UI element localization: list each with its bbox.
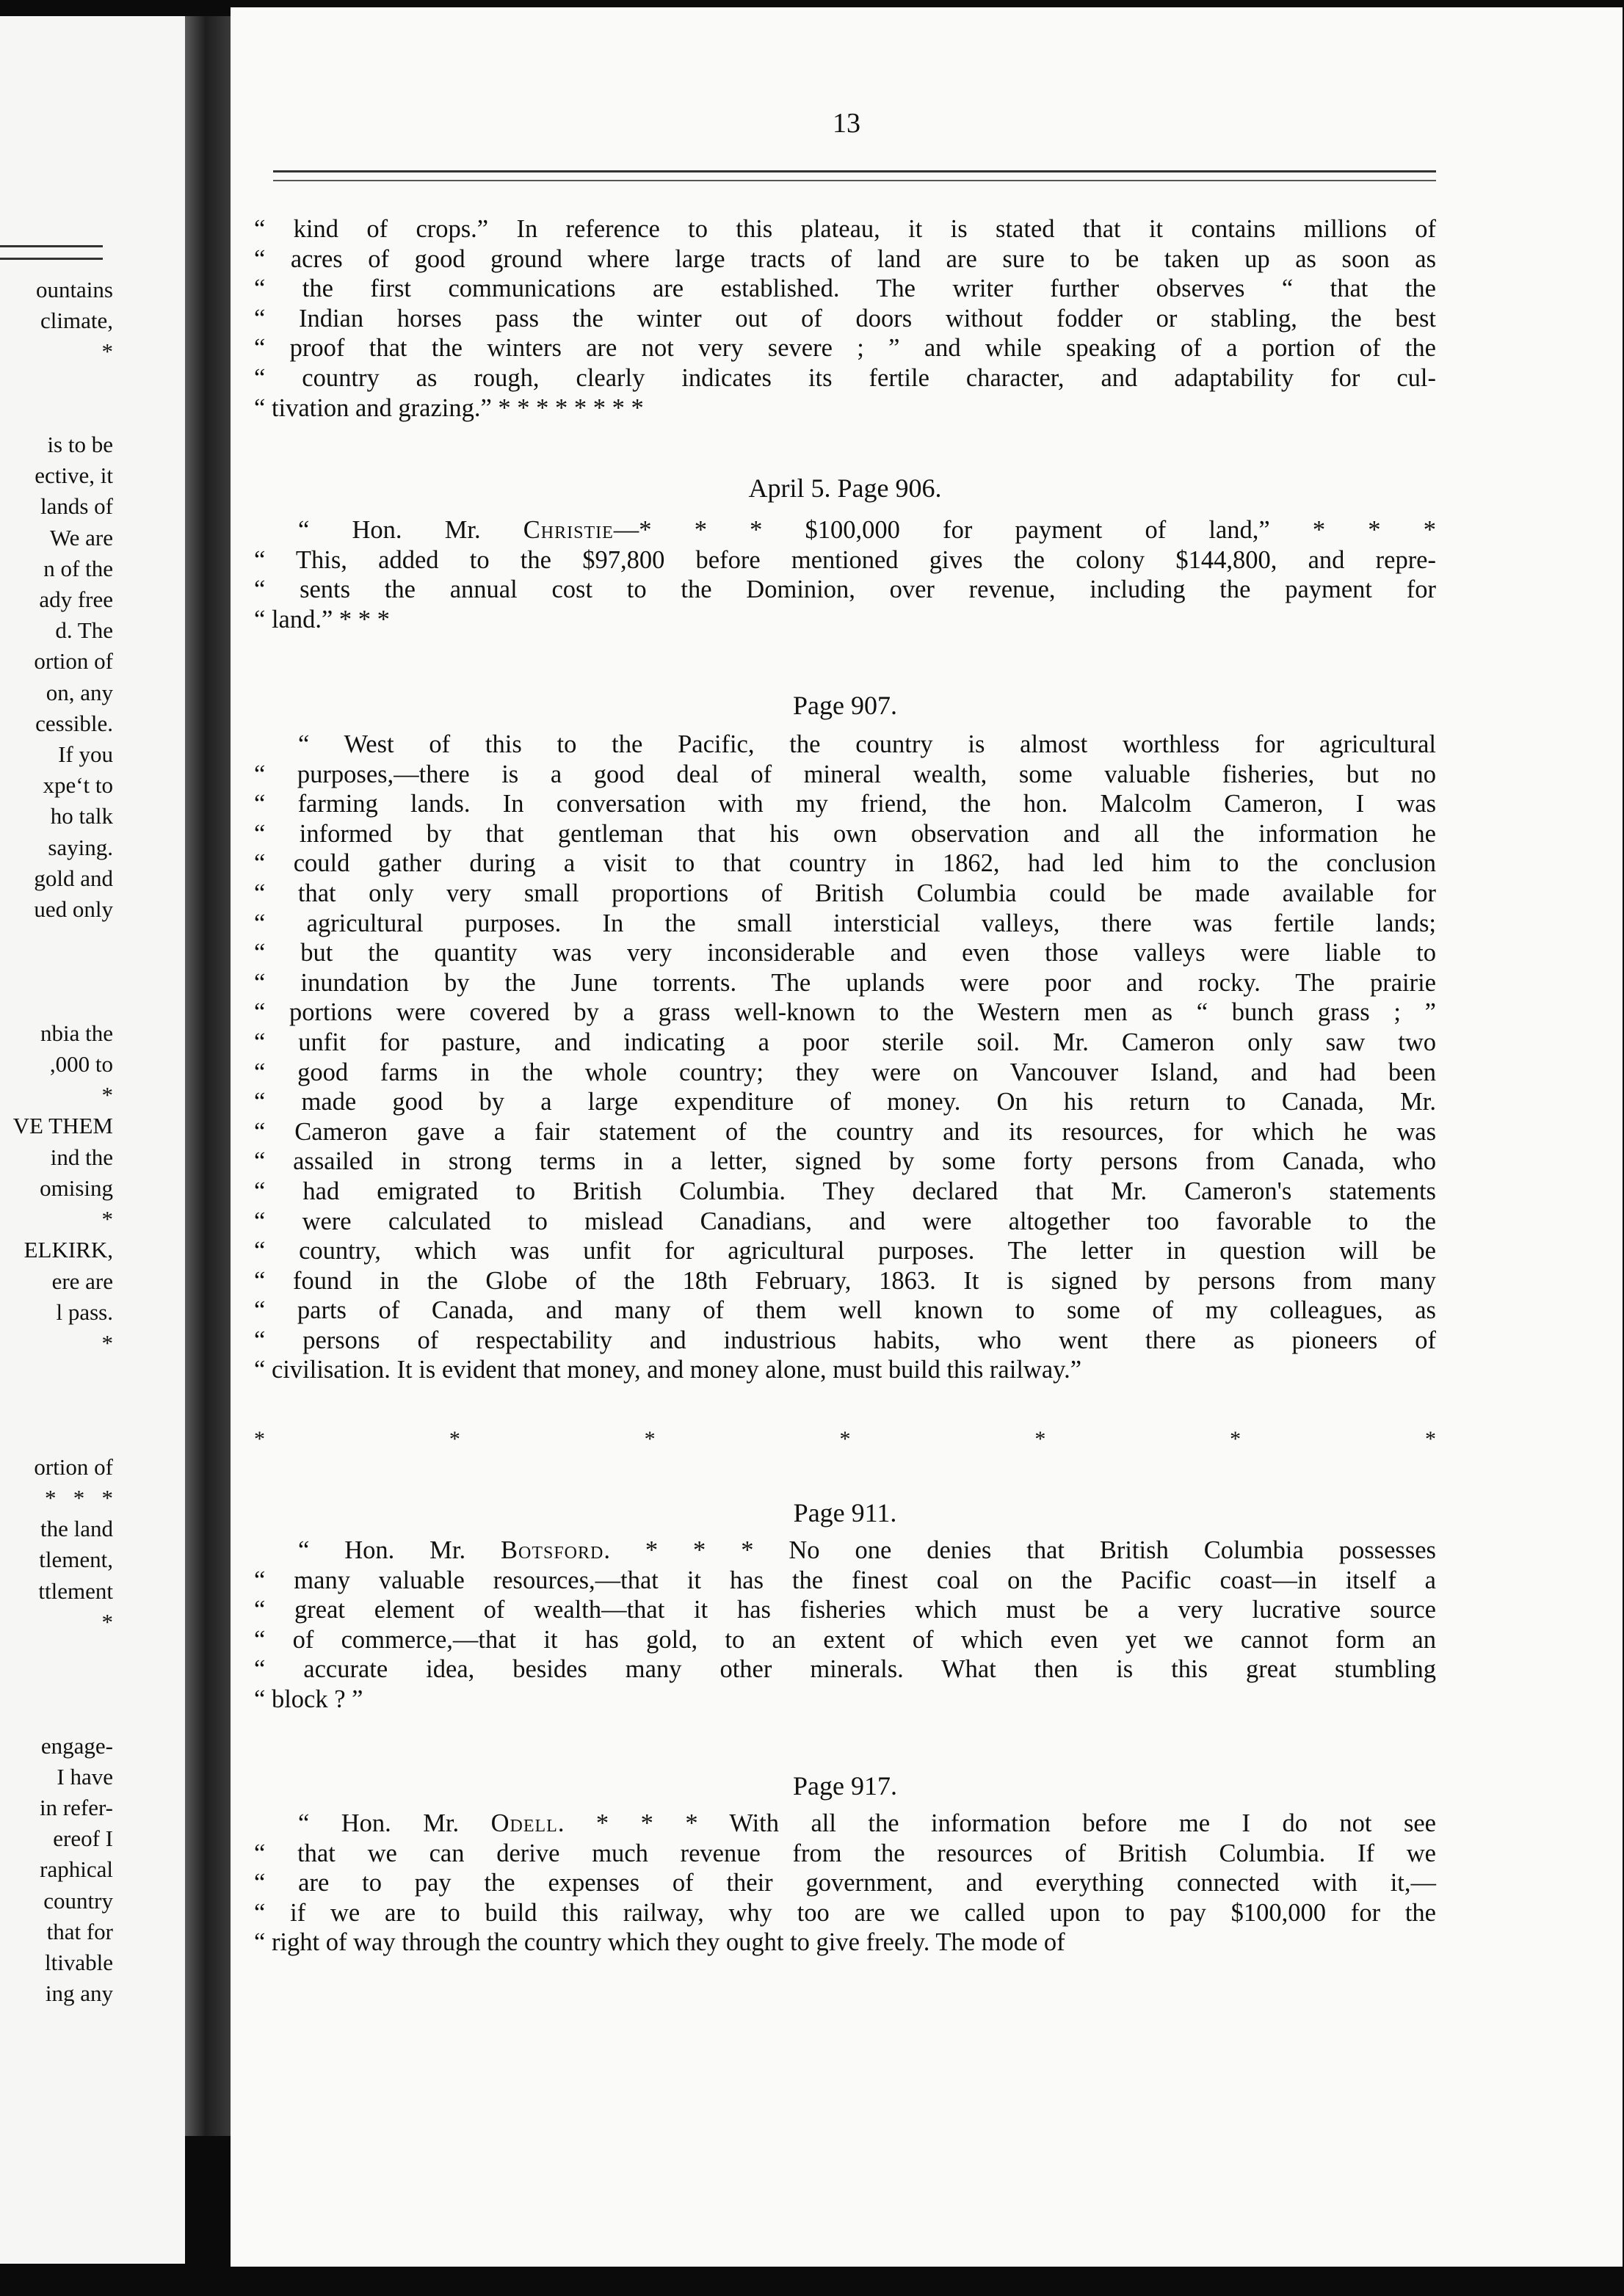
facing-page-line: country [43, 1887, 113, 1914]
text-line: “ block ? ” [254, 1685, 363, 1713]
facing-page-line: * [101, 1082, 113, 1108]
facing-page-line [13, 1638, 113, 1668]
facing-page-line [13, 368, 113, 399]
ellipsis-stars [254, 1427, 1436, 1452]
facing-page-text [13, 275, 113, 2009]
speaker-name: Christie [523, 516, 614, 544]
facing-page-line: ortion of [34, 1453, 113, 1480]
facing-page-line: gold and [34, 865, 113, 891]
facing-page-rule [0, 245, 103, 260]
text-line: “ country as rough, clearly indicates its fertile character, and adaptability for cul- [254, 363, 1436, 392]
speaker-prefix: “ Hon. Mr. [298, 1536, 501, 1564]
text-line: “ civilisation. It is evident that money, and money alone, must build this railway.” [254, 1356, 1082, 1384]
text-line: “ persons of respectability and industrious habits, who went there as pioneers of [254, 1326, 1436, 1354]
paragraph-page-917 [254, 1809, 1436, 1958]
text-line [254, 1536, 1436, 1566]
facing-page-line: in refer- [39, 1794, 113, 1820]
facing-page-line: We are [49, 524, 113, 551]
facing-page-line: raphical [40, 1856, 113, 1883]
speaker-prefix: “ Hon. Mr. [298, 1809, 491, 1837]
facing-page-line: ere are [51, 1268, 113, 1294]
text-line: “ country, which was unfit for agricultural purposes. The letter in question will be [254, 1237, 1436, 1265]
facing-page-line: cessible. [35, 710, 113, 736]
text-line: “ Indian horses pass the winter out of doors without fodder or stabling, the best [254, 304, 1436, 333]
speaker-name: Botsford [500, 1536, 604, 1564]
paragraph-page-906 [254, 515, 1436, 634]
page-number: 13 [833, 108, 860, 139]
text-line: “ could gather during a visit to that country in 1862, had led him to the conclusion [254, 849, 1436, 878]
star-mark: * [254, 1427, 265, 1451]
facing-page-line: * [101, 1608, 113, 1635]
text-line: “ West of this to the Pacific, the country is almost worthless for agricultural [298, 730, 1436, 758]
heading-page-917: Page 917. [793, 1771, 897, 1801]
facing-page-line: ued only [34, 896, 113, 923]
text-line-rest: —* * * $100,000 for payment of land,” * * * [613, 516, 1436, 544]
facing-page-line: ortion of [34, 648, 113, 675]
facing-page-line: * [101, 338, 113, 365]
facing-page-line: ltivable [45, 1949, 113, 1975]
facing-page-line [13, 987, 113, 1018]
facing-page-line: VE THEM [12, 1113, 113, 1139]
facing-page-line: l pass. [56, 1298, 113, 1325]
facing-page-line: omising [40, 1174, 113, 1201]
star-mark: * [1230, 1427, 1241, 1451]
text-line: “ great element of wealth—that it has fisheries which must be a very lucrative source [254, 1596, 1436, 1624]
text-line: “ right of way through the country which they ought to give freely. The mode of [254, 1928, 1065, 1957]
text-line-rest: . * * * With all the information before me I do not see [557, 1809, 1436, 1837]
paragraph-page-907 [254, 730, 1436, 1385]
facing-page-line: climate, [40, 308, 113, 334]
text-line: “ the first communications are established. The writer further observes “ that the [254, 275, 1436, 303]
facing-page-line: ho talk [50, 803, 113, 829]
text-line: “ Cameron gave a fair statement of the country and its resources, for which he was [254, 1117, 1436, 1146]
text-line: “ that only very small proportions of British Columbia could be made available for [254, 879, 1436, 907]
text-line: “ found in the Globe of the 18th February, 1863. It is signed by persons from many [254, 1266, 1436, 1295]
text-line: “ sents the annual cost to the Dominion, over revenue, including the payment for [254, 575, 1436, 604]
facing-page-line [13, 956, 113, 987]
text-line: “ agricultural purposes. In the small intersticial valleys, there was fertile lands; [254, 909, 1436, 937]
star-mark: * [1034, 1427, 1046, 1451]
text-line: “ good farms in the whole country; they were on Vancouver Island, and had been [254, 1058, 1436, 1086]
speaker-prefix: “ Hon. Mr. [298, 516, 523, 544]
facing-page-line: the land [40, 1516, 113, 1542]
facing-page-line: lands of [40, 493, 113, 520]
facing-page-line: * * * [45, 1484, 113, 1511]
text-line: “ tivation and grazing.” * * * * * * * * [254, 393, 644, 422]
facing-page-line: * [101, 1206, 113, 1232]
text-line: “ purposes,—there is a good deal of mineral wealth, some valuable fisheries, but no [254, 760, 1436, 788]
text-line: “ are to pay the expenses of their government, and everything connected with it,— [254, 1869, 1436, 1897]
facing-page-line [13, 925, 113, 956]
facing-page-line: ELKIRK, [23, 1237, 113, 1263]
text-line: “ proof that the winters are not very severe ; ” and while speaking of a portion of the [254, 334, 1436, 363]
facing-page-line: * [101, 1329, 113, 1356]
facing-page-line: ereof I [53, 1825, 113, 1852]
text-line: “ land.” * * * [254, 605, 390, 633]
facing-page-line [13, 1668, 113, 1699]
text-line-rest: . * * * No one denies that British Columbia possesses [603, 1536, 1436, 1564]
text-line: “ assailed in strong terms in a letter, signed by some forty persons from Canada, who [254, 1147, 1436, 1176]
text-line: “ had emigrated to British Columbia. They declared that Mr. Cameron's statements [254, 1177, 1436, 1205]
facing-page-line: engage- [40, 1732, 113, 1759]
text-line: “ made good by a large expenditure of money. On his return to Canada, Mr. [254, 1088, 1436, 1116]
text-line: “ This, added to the $97,800 before mentioned gives the colony $144,800, and repre- [254, 545, 1436, 574]
facing-page-line: xpeʻt to [43, 772, 113, 799]
facing-page-line: ountains [35, 277, 113, 302]
text-line: “ accurate idea, besides many other minerals. What then is this great stumbling [254, 1655, 1436, 1684]
facing-page-line [13, 399, 113, 429]
facing-page-line: is to be [47, 432, 113, 458]
text-line: “ of commerce,—that it has gold, to an extent of which even yet we cannot form an [254, 1625, 1436, 1654]
facing-page-line: that for [46, 1918, 113, 1944]
text-line: “ informed by that gentleman that his own observation and all the information he [254, 819, 1436, 848]
facing-page-line [13, 1421, 113, 1452]
facing-page-fragment [0, 16, 185, 2264]
star-mark: * [644, 1427, 656, 1451]
text-line: “ many valuable resources,—that it has the finest coal on the Pacific coast—in itself a [254, 1566, 1436, 1594]
heading-page-907: Page 907. [793, 691, 897, 720]
facing-page-line: ing any [45, 1980, 113, 2007]
heading-page-906: April 5. Page 906. [748, 473, 942, 503]
facing-page-line: ttlement [38, 1577, 113, 1604]
text-line: “ inundation by the June torrents. The uplands were poor and rocky. The prairie [254, 968, 1436, 997]
facing-page-line [13, 1699, 113, 1730]
text-line: “ parts of Canada, and many of them well known to some of my colleagues, as [254, 1296, 1436, 1325]
facing-page-line: ady free [39, 586, 113, 613]
star-mark: * [449, 1427, 460, 1451]
facing-page-line: tlement, [39, 1547, 113, 1573]
heading-page-911: Page 911. [793, 1498, 897, 1527]
facing-page-line [13, 1389, 113, 1420]
facing-page-line: d. The [55, 617, 113, 644]
text-line: “ acres of good ground where large tracts of land are sure to be taken up as soon as [254, 244, 1436, 273]
facing-page-line: ind the [50, 1144, 113, 1170]
text-line: “ unfit for pasture, and indicating a poor sterile soil. Mr. Cameron only saw two [254, 1028, 1436, 1056]
text-line: “ but the quantity was very inconsiderable and even those valleys were liable to [254, 939, 1436, 967]
text-line: “ portions were covered by a grass well-known to the Western men as “ bunch grass ; ” [254, 998, 1436, 1027]
facing-page-line: If you [58, 741, 113, 768]
facing-page-line [13, 1359, 113, 1389]
text-line [254, 515, 1436, 545]
text-line: “ kind of crops.” In reference to this plateau, it is stated that it contains millions of [254, 215, 1436, 243]
speaker-name: Odell [490, 1809, 558, 1837]
facing-page-line: nbia the [40, 1020, 113, 1046]
header-rule [273, 170, 1436, 181]
paragraph-page-911 [254, 1536, 1436, 1715]
text-line: “ that we can derive much revenue from the resources of British Columbia. If we [254, 1839, 1436, 1867]
book-spine [185, 16, 231, 2136]
star-mark: * [1424, 1427, 1436, 1451]
text-line: “ if we are to build this railway, why too are we called upon to pay $100,000 for the [254, 1898, 1436, 1927]
text-line [254, 1809, 1436, 1839]
text-line: “ farming lands. In conversation with my friend, the hon. Malcolm Cameron, I was [254, 790, 1436, 818]
facing-page-line: ,000 to [49, 1051, 113, 1078]
facing-page-line: ective, it [35, 462, 113, 489]
star-mark: * [839, 1427, 851, 1451]
text-line: “ were calculated to mislead Canadians, and were altogether too favorable to the [254, 1207, 1436, 1235]
intro-paragraph [254, 214, 1436, 423]
facing-page-line: on, any [46, 679, 113, 705]
facing-page-line: saying. [48, 834, 113, 860]
facing-page-line: n of the [43, 555, 113, 581]
facing-page-line: I have [57, 1763, 113, 1790]
